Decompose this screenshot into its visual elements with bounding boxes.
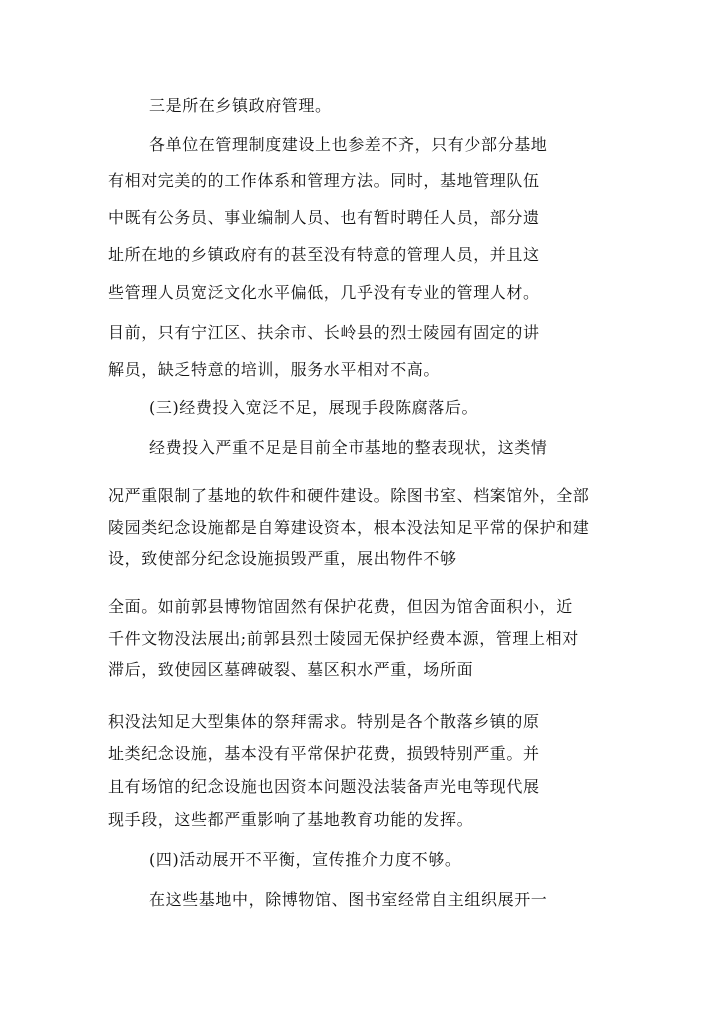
text-line: 千件文物没法展出;前郭县烈士陵园无保护经费本源，管理上相对 bbox=[108, 629, 579, 648]
text-line: 目前，只有宁江区、扶余市、长岭县的烈士陵园有固定的讲 bbox=[108, 323, 540, 342]
text-line: 址所在地的乡镇政府有的甚至没有特意的管理人员，并且这 bbox=[108, 245, 540, 264]
text-line: 且有场馆的纪念设施也因资本问题没法装备声光电等现代展 bbox=[108, 777, 540, 796]
text-line: 经费投入严重不足是目前全市基地的整表现状，这类情 bbox=[149, 438, 548, 457]
text-line: 解员，缺乏特意的培训，服务水平相对不高。 bbox=[108, 360, 441, 379]
text-line: 积没法知足大型集体的祭拜需求。特别是各个散落乡镇的原 bbox=[108, 712, 540, 731]
text-line: 中既有公务员、事业编制人员、也有暂时聘任人员，部分遗 bbox=[108, 208, 540, 227]
text-line: 各单位在管理制度建设上也参差不齐，只有少部分基地 bbox=[149, 135, 548, 154]
text-line: 有相对完美的的工作体系和管理方法。同时，基地管理队伍 bbox=[108, 171, 540, 190]
text-line: 现手段，这些都严重影响了基地教育功能的发挥。 bbox=[108, 810, 474, 829]
text-line: 些管理人员宽泛文化水平偏低，几乎没有专业的管理人材。 bbox=[108, 283, 540, 302]
text-line: 况严重限制了基地的软件和硬件建设。除图书室、档案馆外，全部 bbox=[108, 486, 590, 505]
text-line: 全面。如前郭县博物馆固然有保护花费，但因为馆舍面积小，近 bbox=[108, 597, 573, 616]
text-line: 三是所在乡镇政府管理。 bbox=[149, 96, 332, 115]
text-line: (四)活动展开不平衡，宣传推介力度不够。 bbox=[149, 850, 462, 869]
text-line: 滞后，致使园区墓碑破裂、墓区积水严重，场所面 bbox=[108, 660, 474, 679]
text-line: 在这些基地中，除博物馆、图书室经常自主组织展开一 bbox=[149, 890, 548, 909]
text-line: (三)经费投入宽泛不足，展现手段陈腐落后。 bbox=[149, 398, 479, 417]
text-line: 址类纪念设施，基本没有平常保护花费，损毁特别严重。并 bbox=[108, 744, 540, 763]
text-line: 陵园类纪念设施都是自筹建设资本，根本没法知足平常的保护和建 bbox=[108, 518, 590, 537]
text-line: 设，致使部分纪念设施损毁严重，展出物件不够 bbox=[108, 549, 457, 568]
